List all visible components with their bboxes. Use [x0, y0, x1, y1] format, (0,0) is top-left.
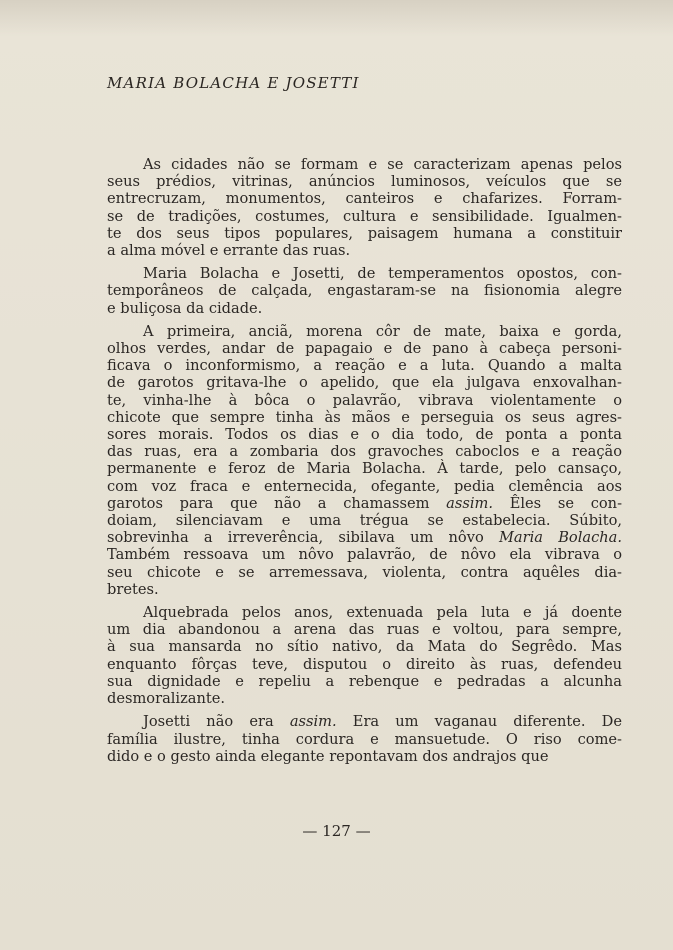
text-line: sores morais. Todos os dias e o dia todo, de ponta a ponta [107, 426, 622, 444]
running-head: MARIA BOLACHA E JOSETTI [107, 74, 360, 92]
text-line: seu chicote e se arremessava, violenta, contra aquêles dia- [107, 563, 622, 581]
text-line: e buliçosa da cidade. [107, 299, 263, 317]
text-line: olhos verdes, andar de papagaio e de pano à cabeça personi- [107, 340, 622, 358]
text-line: chicote que sempre tinha às mãos e perseguia os seus agres- [107, 408, 622, 426]
text-line: dido e o gesto ainda elegante repontavam dos andrajos que [107, 747, 549, 765]
top-edge-shadow [0, 0, 673, 36]
text-line: garotos para que não a chamassem assim. Êles se con- [107, 494, 622, 512]
text-line: sua dignidade e repeliu a rebenque e pedradas a alcunha [107, 672, 622, 690]
text-line: de garotos gritava-lhe o apelido, que ela julgava enxovalhan- [107, 374, 622, 392]
paragraph [107, 713, 622, 765]
paragraph [107, 323, 622, 598]
paragraph [107, 265, 622, 317]
text-line: bretes. [107, 580, 159, 598]
text-line: enquanto fôrças teve, disputou o direito às ruas, defendeu [107, 655, 622, 673]
text-line: te dos seus tipos populares, paisagem humana a constituir [107, 224, 622, 242]
text-line: A primeira, anciã, morena côr de mate, baixa e gorda, [143, 322, 622, 340]
text-line: As cidades não se formam e se caracterizam apenas pelos [143, 156, 622, 173]
text-line: seus prédios, vitrinas, anúncios luminosos, veículos que se [107, 173, 622, 191]
text-line: doiam, silenciavam e uma trégua se estabelecia. Súbito, [107, 512, 622, 530]
text-line: família ilustre, tinha cordura e mansuetude. O riso come- [107, 730, 622, 748]
text-line: sobrevinha a irreverência, sibilava um nôvo Maria Bolacha. [107, 529, 622, 547]
paragraph [107, 604, 622, 707]
text-line: a alma móvel e errante das ruas. [107, 242, 351, 260]
text-line: à sua mansarda no sítio nativo, da Mata do Segrêdo. Mas [107, 638, 622, 656]
text-line: te, vinha-lhe à bôca o palavrão, vibrava violentamente o [107, 391, 622, 409]
text-line: das ruas, era a zombaria dos gravoches caboclos e a reação [107, 443, 622, 461]
paragraph [107, 156, 622, 259]
text-line: Alquebrada pelos anos, extenuada pela luta e já doente [143, 604, 622, 622]
text-line: entrecruzam, monumentos, canteiros e chafarizes. Forram- [107, 190, 622, 208]
page-number: — 127 — [302, 822, 371, 840]
text-line: se de tradições, costumes, cultura e sensibilidade. Igualmen- [107, 207, 622, 225]
text-line: temporâneos de calçada, engastaram-se na fisionomia alegre [107, 282, 622, 300]
body-text [107, 156, 622, 765]
text-line: Josetti não era assim. Era um vaganau diferente. De [143, 713, 622, 731]
text-line: com voz fraca e enternecida, ofegante, pedia clemência aos [107, 477, 622, 495]
text-line: Também ressoava um nôvo palavrão, de nôvo ela vibrava o [107, 546, 622, 564]
text-line: Maria Bolacha e Josetti, de temperamentos opostos, con- [143, 265, 622, 283]
text-line: desmoralizante. [107, 690, 226, 708]
text-line: permanente e feroz de Maria Bolacha. À tarde, pelo cansaço, [107, 460, 622, 478]
text-line: um dia abandonou a arena das ruas e voltou, para sempre, [107, 621, 622, 639]
text-line: ficava o inconformismo, a reação e a luta. Quando a malta [107, 357, 622, 375]
